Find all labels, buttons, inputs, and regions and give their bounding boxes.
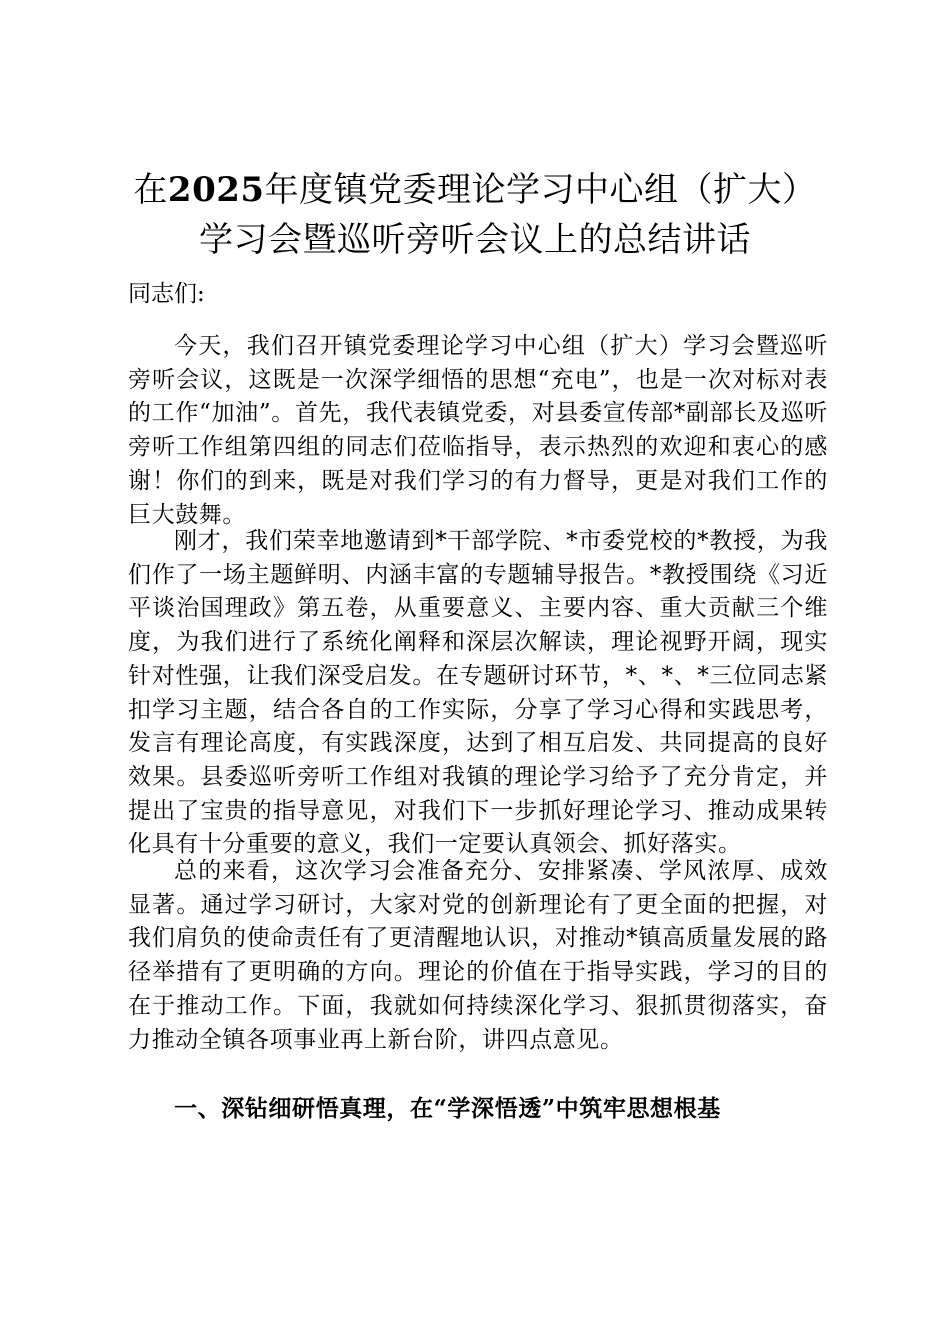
body-paragraph-2: 刚才，我们荣幸地邀请到*干部学院、*市委党校的*教授，为我们作了一场主题鲜明、内涵丰富的专题辅导报告。*教授围绕《习近平谈治国理政》第五卷，从重要意义、主要内容、重大贡献三个维度，为我们进行了系统化阐释和深层次解读，理论视野开阔，现实针对性强，让我们深受启发。在专题研讨环节，*、*、*三位同志紧扣学习主题，结合各自的工作实际，分享了学习心得和实践思考，发言有理论高度，有实践深度，达到了相互启发、共同提高的良好效果。县委巡听旁听工作组对我镇的理论学习给予了充分肯定，并提出了宝贵的指导意见，对我们下一步抓好理论学习、推动成果转化具有十分重要的意义，我们一定要认真领会、抓好落实。 [128, 528, 828, 858]
title-suffix: 年度镇党委理论学习中心组（扩大） [264, 170, 817, 210]
body-paragraph-1: 今天，我们召开镇党委理论学习中心组（扩大）学习会暨巡听旁听会议，这既是一次深学细悟的思想“充电”，也是一次对标对表的工作“加油”。首先，我代表镇党委，对县委宣传部*副部长及巡听旁听工作组第四组的同志们莅临指导，表示热烈的欢迎和衷心的感谢！你们的到来，既是对我们学习的有力督导，更是对我们工作的巨大鼓舞。 [128, 333, 828, 528]
title-prefix: 在 [133, 170, 168, 210]
document-title-line-1 [100, 165, 850, 215]
section-heading-1: 一、深钻细研悟真理，在“学深悟透”中筑牢思想根基 [174, 1095, 721, 1122]
body-paragraph-3: 总的来看，这次学习会准备充分、安排紧凑、学风浓厚、成效显著。通过学习研讨，大家对党的创新理论有了更全面的把握，对我们肩负的使命责任有了更清醒地认识，对推动*镇高质量发展的路径举措有了更明确的方向。理论的价值在于指导实践，学习的目的在于推动工作。下面，我就如何持续深化学习、狠抓贯彻落实，奋力推动全镇各项事业再上新台阶，讲四点意见。 [128, 858, 828, 1053]
salutation: 同志们: [128, 281, 205, 307]
title-year: 2025 [167, 170, 265, 210]
document-title-line-2: 学习会暨巡听旁听会议上的总结讲话 [199, 220, 751, 260]
